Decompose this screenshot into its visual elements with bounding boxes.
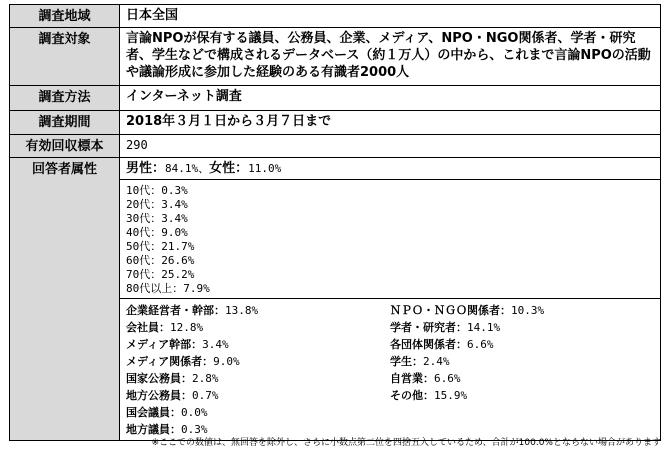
row-label: 調査方法 <box>10 86 120 111</box>
row-value: 言論NPOが保有する議員、公務員、企業、メディア、NPO・NGO関係者、学者・研究者、学生などで構成されるデータベース（約１万人）の中から、これまで言論NPOの活動や議論形成に参加した経験のある有識者2000人 <box>120 28 661 86</box>
gender-female-label: 女性： <box>209 161 249 176</box>
age-item: 80代以上：7.9% <box>126 282 210 295</box>
row-method <box>10 86 661 111</box>
age-item: 20代：3.4% <box>126 198 188 211</box>
row-value: 2018年３月１日から３月７日まで <box>120 111 661 135</box>
survey-table <box>9 4 661 441</box>
occupation-item: 自営業：6.6% <box>390 372 461 385</box>
occupation-cell <box>120 299 661 441</box>
row-target <box>10 28 661 86</box>
occupation-item: 地方公務員：0.7% <box>126 389 219 402</box>
row-value: インターネット調査 <box>120 86 661 111</box>
age-item: 60代：26.6% <box>126 254 195 267</box>
row-attr-gender <box>10 158 661 180</box>
occupation-item: 国家公務員：2.8% <box>126 372 219 385</box>
row-label: 調査期間 <box>10 111 120 135</box>
age-item: 70代：25.2% <box>126 268 195 281</box>
occupation-item: 地方議員：0.3% <box>126 423 208 436</box>
age-cell <box>120 180 661 299</box>
occupation-item: メディア関係者：9.0% <box>126 355 240 368</box>
occupation-item: メディア幹部：3.4% <box>126 338 229 351</box>
gender-male-value: 84.1%、 <box>165 162 210 175</box>
row-value: 日本全国 <box>120 5 661 28</box>
age-item: 10代：0.3% <box>126 184 188 197</box>
gender-male-label: 男性： <box>126 161 166 176</box>
row-label: 調査地域 <box>10 5 120 28</box>
age-item: 40代：9.0% <box>126 226 188 239</box>
row-label: 有効回収標本 <box>10 135 120 158</box>
occupation-item: 会社員：12.8% <box>126 321 204 334</box>
occupation-item: 学者・研究者：14.1% <box>390 321 501 334</box>
row-label: 調査対象 <box>10 28 120 86</box>
age-item: 50代：21.7% <box>126 240 195 253</box>
row-value: 290 <box>120 135 661 158</box>
row-sample <box>10 135 661 158</box>
gender-cell <box>120 158 661 180</box>
occupation-item: その他：15.9% <box>390 389 468 402</box>
occupation-item: 各団体関係者：6.6% <box>390 338 494 351</box>
gender-female-value: 11.0% <box>248 162 282 175</box>
occupation-right <box>390 302 654 438</box>
occupation-item: 企業経営者・幹部：13.8% <box>126 304 259 317</box>
occupation-item: ＮＰＯ・ＮＧＯ関係者：10.3% <box>390 304 545 317</box>
row-label: 回答者属性 <box>10 158 120 441</box>
row-period <box>10 111 661 135</box>
occupation-item: 学生：2.4% <box>390 355 450 368</box>
age-item: 30代：3.4% <box>126 212 188 225</box>
footnote: ※ここでの数値は、無回答を除外し、さらに小数点第二位を四捨五入しているため、合計が100.0%とならない場合があります <box>151 438 661 448</box>
occupation-left <box>126 302 390 438</box>
occupation-item: 国会議員：0.0% <box>126 406 208 419</box>
row-region <box>10 5 661 28</box>
